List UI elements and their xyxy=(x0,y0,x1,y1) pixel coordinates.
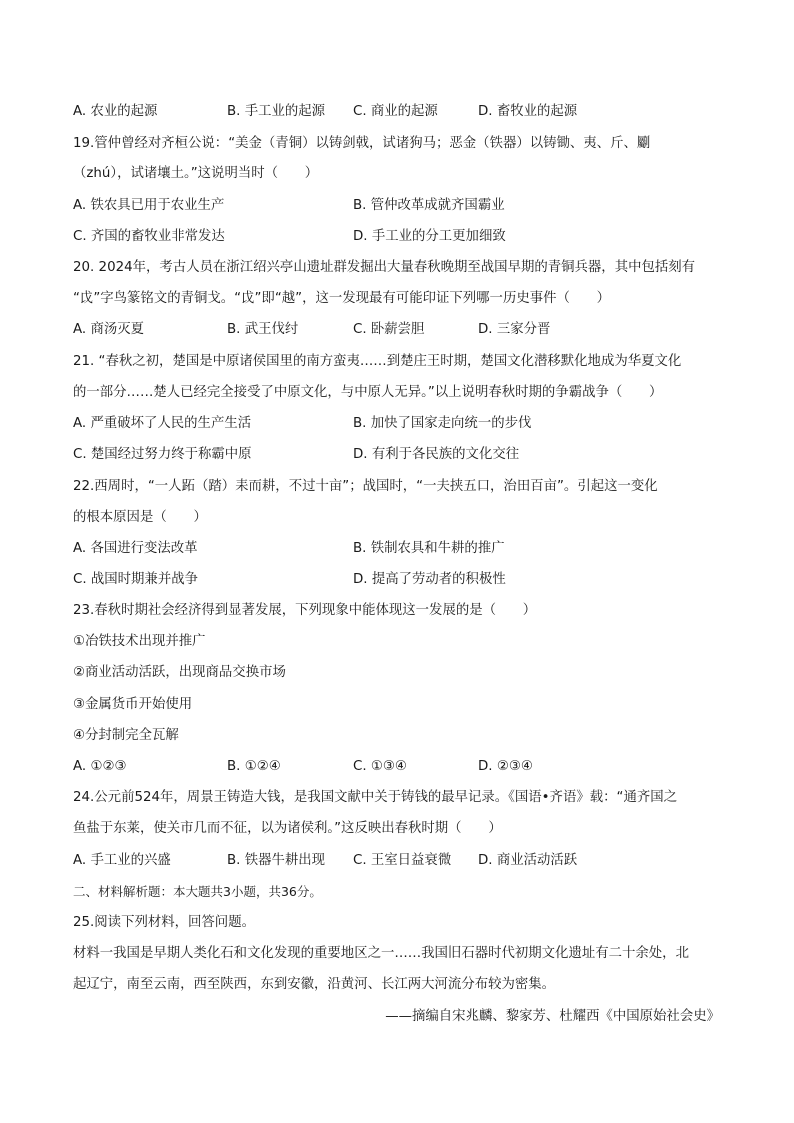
q18-option-d: D. 畜牧业的起源 xyxy=(478,104,578,119)
q22-option-b: B. 铁制农具和牛耕的推广 xyxy=(353,541,505,556)
q23-item-4: ④分封制完全瓦解 xyxy=(73,728,179,743)
section2-heading: 二、材料解析题：本大题共3小题，共36分。 xyxy=(73,884,322,899)
q18-option-a: A. 农业的起源 xyxy=(73,104,158,119)
q22-option-c: C. 战国时期兼并战争 xyxy=(73,572,198,587)
q18-option-c: C. 商业的起源 xyxy=(353,104,438,119)
q21-stem-line1: 21. “春秋之初，楚国是中原诸侯国里的南方蛮夷……到楚庄王时期，楚国文化潜移默化地成为华夏文化 xyxy=(73,354,682,369)
q21-option-d: D. 有利于各民族的文化交往 xyxy=(353,447,520,462)
q23-item-2: ②商业活动活跃，出现商品交换市场 xyxy=(73,665,286,680)
q24-option-c: C. 王室日益衰微 xyxy=(353,853,452,868)
q22-stem-line2: 的根本原因是（ ） xyxy=(73,510,207,525)
q25-stem: 25.阅读下列材料，回答问题。 xyxy=(73,915,255,930)
q19-option-d: D. 手工业的分工更加细致 xyxy=(353,229,506,244)
q19-stem-line1: 19.管仲曾经对齐桓公说：“美金（青铜）以铸剑戟，试诸狗马；恶金（铁器）以铸锄、夷、斤、劚 xyxy=(73,136,651,151)
q23-stem-line1: 23.春秋时期社会经济得到显著发展，下列现象中能体现这一发展的是（ ） xyxy=(73,603,537,618)
q24-stem-line2: 鱼盐于东莱，使关市几而不征，以为诸侯利。”这反映出春秋时期（ ） xyxy=(73,821,502,836)
q25-material-line1: 材料一我国是早期人类化石和文化发现的重要地区之一……我国旧石器时代初期文化遗址有二十余处，北 xyxy=(73,946,689,961)
q22-stem-line1: 22.西周时，“一人跖（踏）耒而耕，不过十亩”；战国时，“一夫挟五口，治田百亩”。引起这一变化 xyxy=(73,479,658,494)
q23-option-d: D. ②③④ xyxy=(478,759,533,774)
q20-option-a: A. 商汤灭夏 xyxy=(73,322,144,337)
q20-option-d: D. 三家分晋 xyxy=(478,322,551,337)
q19-option-a: A. 铁农具已用于农业生产 xyxy=(73,198,225,213)
q25-source-citation: ——摘编自宋兆麟、黎家芳、杜耀西《中国原始社会史》 xyxy=(385,1009,720,1024)
q22-option-d: D. 提高了劳动者的积极性 xyxy=(353,572,506,587)
q21-option-b: B. 加快了国家走向统一的步伐 xyxy=(353,416,532,431)
q21-stem-line2: 的一部分……楚人已经完全接受了中原文化，与中原人无异。”以上说明春秋时期的争霸战争（ ） xyxy=(73,385,663,400)
q19-stem-line2: （zhú），试诸壤土。”这说明当时（ ） xyxy=(73,166,319,181)
q23-option-b: B. ①②④ xyxy=(227,759,281,774)
q23-option-a: A. ①②③ xyxy=(73,759,127,774)
q21-option-c: C. 楚国经过努力终于称霸中原 xyxy=(73,447,252,462)
q21-option-a: A. 严重破坏了人民的生产生活 xyxy=(73,416,252,431)
q23-option-c: C. ①③④ xyxy=(353,759,407,774)
q19-option-b: B. 管仲改革成就齐国霸业 xyxy=(353,198,505,213)
q20-stem-line1: 20. 2024年，考古人员在浙江绍兴亭山遗址群发掘出大量春秋晚期至战国早期的青铜兵器，其中包括刻有 xyxy=(73,260,696,275)
q24-option-a: A. 手工业的兴盛 xyxy=(73,853,171,868)
q23-item-1: ①冶铁技术出现并推广 xyxy=(73,634,206,649)
q24-stem-line1: 24.公元前524年，周景王铸造大钱，是我国文献中关于铸钱的最早记录。《国语•齐语》载：“通齐国之 xyxy=(73,790,678,805)
q24-option-d: D. 商业活动活跃 xyxy=(478,853,578,868)
q20-stem-line2: “戉”字鸟篆铭文的青铜戈。“戉”即“越”，这一发现最有可能印证下列哪一历史事件（ ） xyxy=(73,291,611,306)
q25-material-line2: 起辽宁，南至云南，西至陕西，东到安徽，沿黄河、长江两大河流分布较为密集。 xyxy=(73,977,556,992)
q20-option-b: B. 武王伐纣 xyxy=(227,322,299,337)
q18-option-b: B. 手工业的起源 xyxy=(227,104,326,119)
q20-option-c: C. 卧薪尝胆 xyxy=(353,322,425,337)
q22-option-a: A. 各国进行变法改革 xyxy=(73,541,198,556)
q23-item-3: ③金属货币开始使用 xyxy=(73,697,193,712)
q24-option-b: B. 铁器牛耕出现 xyxy=(227,853,326,868)
q19-option-c: C. 齐国的畜牧业非常发达 xyxy=(73,229,225,244)
